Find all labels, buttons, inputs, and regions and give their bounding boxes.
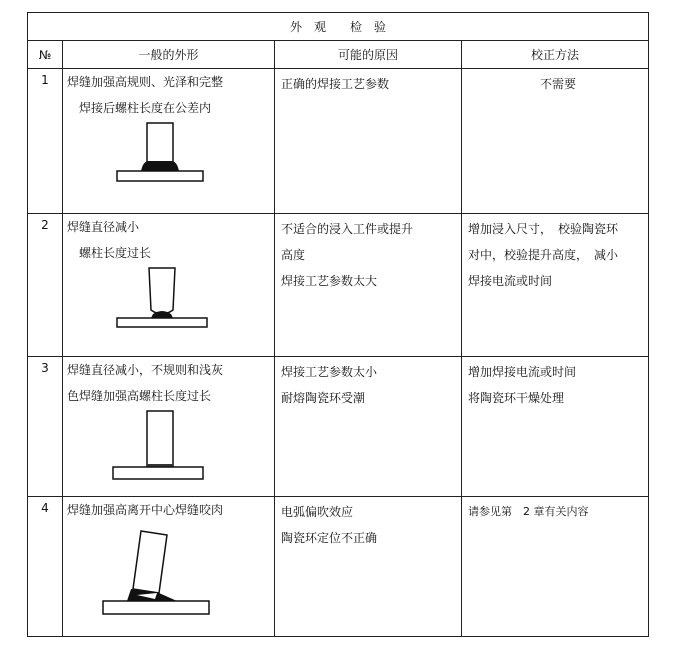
table-title-text: 外 观 检 验 bbox=[290, 20, 387, 34]
cause-line: 焊接工艺参数太小 bbox=[281, 365, 378, 379]
table-title bbox=[28, 13, 649, 41]
cause-line: 陶瓷环定位不正确 bbox=[281, 531, 378, 545]
stud-weld-shallow-icon bbox=[107, 409, 217, 481]
cause-line: 不适合的浸入工件或提升 bbox=[281, 222, 414, 236]
correction-cell bbox=[462, 69, 649, 214]
correction-line: 增加焊接电流或时间 bbox=[468, 365, 577, 379]
table-row bbox=[28, 214, 649, 357]
appearance-line: 焊接后螺柱长度在公差内 bbox=[79, 101, 212, 115]
header-number: № bbox=[28, 41, 63, 69]
correction-line: 不需要 bbox=[540, 77, 577, 91]
cause-line: 电弧偏吹效应 bbox=[281, 505, 354, 519]
causes-cell bbox=[275, 69, 462, 214]
inspection-table bbox=[27, 12, 649, 637]
appearance-cell bbox=[63, 357, 275, 497]
stud-weld-tilted-icon bbox=[97, 527, 217, 617]
header-causes: 可能的原因 bbox=[275, 41, 462, 69]
cause-line: 正确的焊接工艺参数 bbox=[281, 77, 390, 91]
row-number: 4 bbox=[28, 497, 63, 637]
cause-line: 焊接工艺参数太大 bbox=[281, 274, 378, 288]
stud-weld-thin-neck-icon bbox=[107, 266, 217, 328]
correction-line: 请参见第 2 章有关内容 bbox=[468, 505, 589, 518]
appearance-cell bbox=[63, 69, 275, 214]
correction-line: 对中，校验提升高度， 减小 bbox=[468, 248, 619, 262]
correction-line: 焊接电流或时间 bbox=[468, 274, 553, 288]
appearance-line: 色焊缝加强高螺柱长度过长 bbox=[67, 389, 212, 403]
row-number: 2 bbox=[28, 214, 63, 357]
correction-line: 增加浸入尺寸， 校验陶瓷环 bbox=[468, 222, 619, 236]
appearance-line: 焊缝加强高规则、光泽和完整 bbox=[67, 75, 224, 89]
appearance-line: 焊缝直径减小，不规则和浅灰 bbox=[67, 363, 224, 377]
table-row bbox=[28, 69, 649, 214]
correction-cell bbox=[462, 357, 649, 497]
table-row bbox=[28, 357, 649, 497]
header-appearance: 一般的外形 bbox=[63, 41, 275, 69]
header-row bbox=[28, 41, 649, 69]
causes-cell bbox=[275, 214, 462, 357]
appearance-cell bbox=[63, 214, 275, 357]
correction-cell bbox=[462, 497, 649, 637]
appearance-line: 螺柱长度过长 bbox=[79, 246, 152, 260]
appearance-line: 焊缝加强高离开中心焊缝咬肉 bbox=[67, 503, 224, 517]
stud-weld-good-icon bbox=[105, 121, 215, 183]
row-number: 3 bbox=[28, 357, 63, 497]
row-number: 1 bbox=[28, 69, 63, 214]
appearance-line: 焊缝直径减小 bbox=[67, 220, 140, 234]
causes-cell bbox=[275, 357, 462, 497]
causes-cell bbox=[275, 497, 462, 637]
correction-cell bbox=[462, 214, 649, 357]
correction-line: 将陶瓷环干燥处理 bbox=[468, 391, 565, 405]
cause-line: 高度 bbox=[281, 248, 306, 262]
table-row bbox=[28, 497, 649, 637]
header-correction: 校正方法 bbox=[462, 41, 649, 69]
appearance-cell bbox=[63, 497, 275, 637]
cause-line: 耐熔陶瓷环受潮 bbox=[281, 391, 366, 405]
